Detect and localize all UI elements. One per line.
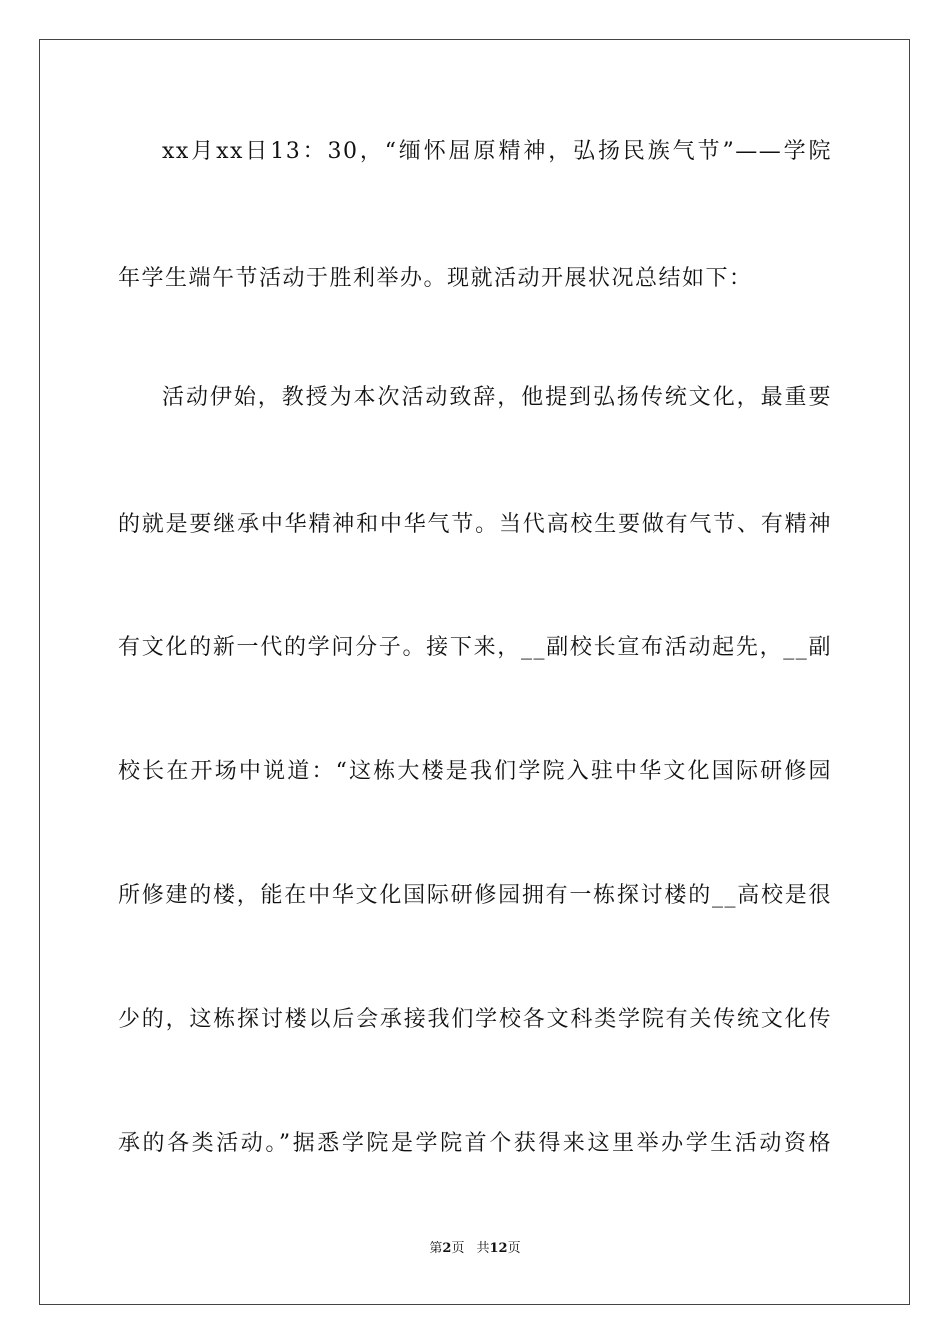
- paragraph-1-line-2: 年学生端午节活动于胜利举办。现就活动开展状况总结如下：: [118, 266, 753, 291]
- paragraph-2-line-3: 有文化的新一代的学问分子。接下来，__副校长宣布活动起先，__副: [118, 635, 832, 660]
- footer-total-prefix: 共: [476, 1241, 490, 1256]
- footer-page-number: 2: [442, 1241, 452, 1256]
- footer-total-pages: 12: [489, 1241, 508, 1256]
- paragraph-2-line-7: 承的各类活动。”据悉学院是学院首个获得来这里举办学生活动资格: [118, 1131, 832, 1156]
- footer-page-suffix: 页: [451, 1241, 465, 1256]
- paragraph-2-line-4: 校长在开场中说道：“这栋大楼是我们学院入驻中华文化国际研修园: [118, 759, 832, 784]
- page-footer: [0, 1240, 950, 1258]
- footer-page-prefix: 第: [429, 1241, 443, 1256]
- paragraph-1-line-1: xx月xx日13：30，“缅怀屈原精神，弘扬民族气节”——学院: [162, 139, 832, 164]
- paragraph-2-line-2: 的就是要继承中华精神和中华气节。当代高校生要做有气节、有精神: [118, 512, 832, 537]
- page-border: [39, 39, 910, 1305]
- paragraph-2-line-6: 少的，这栋探讨楼以后会承接我们学校各文科类学院有关传统文化传: [118, 1007, 832, 1032]
- paragraph-2-line-5: 所修建的楼，能在中华文化国际研修园拥有一栋探讨楼的__高校是很: [118, 883, 832, 908]
- paragraph-2-line-1: 活动伊始，教授为本次活动致辞，他提到弘扬传统文化，最重要: [162, 385, 832, 410]
- footer-total-suffix: 页: [507, 1241, 521, 1256]
